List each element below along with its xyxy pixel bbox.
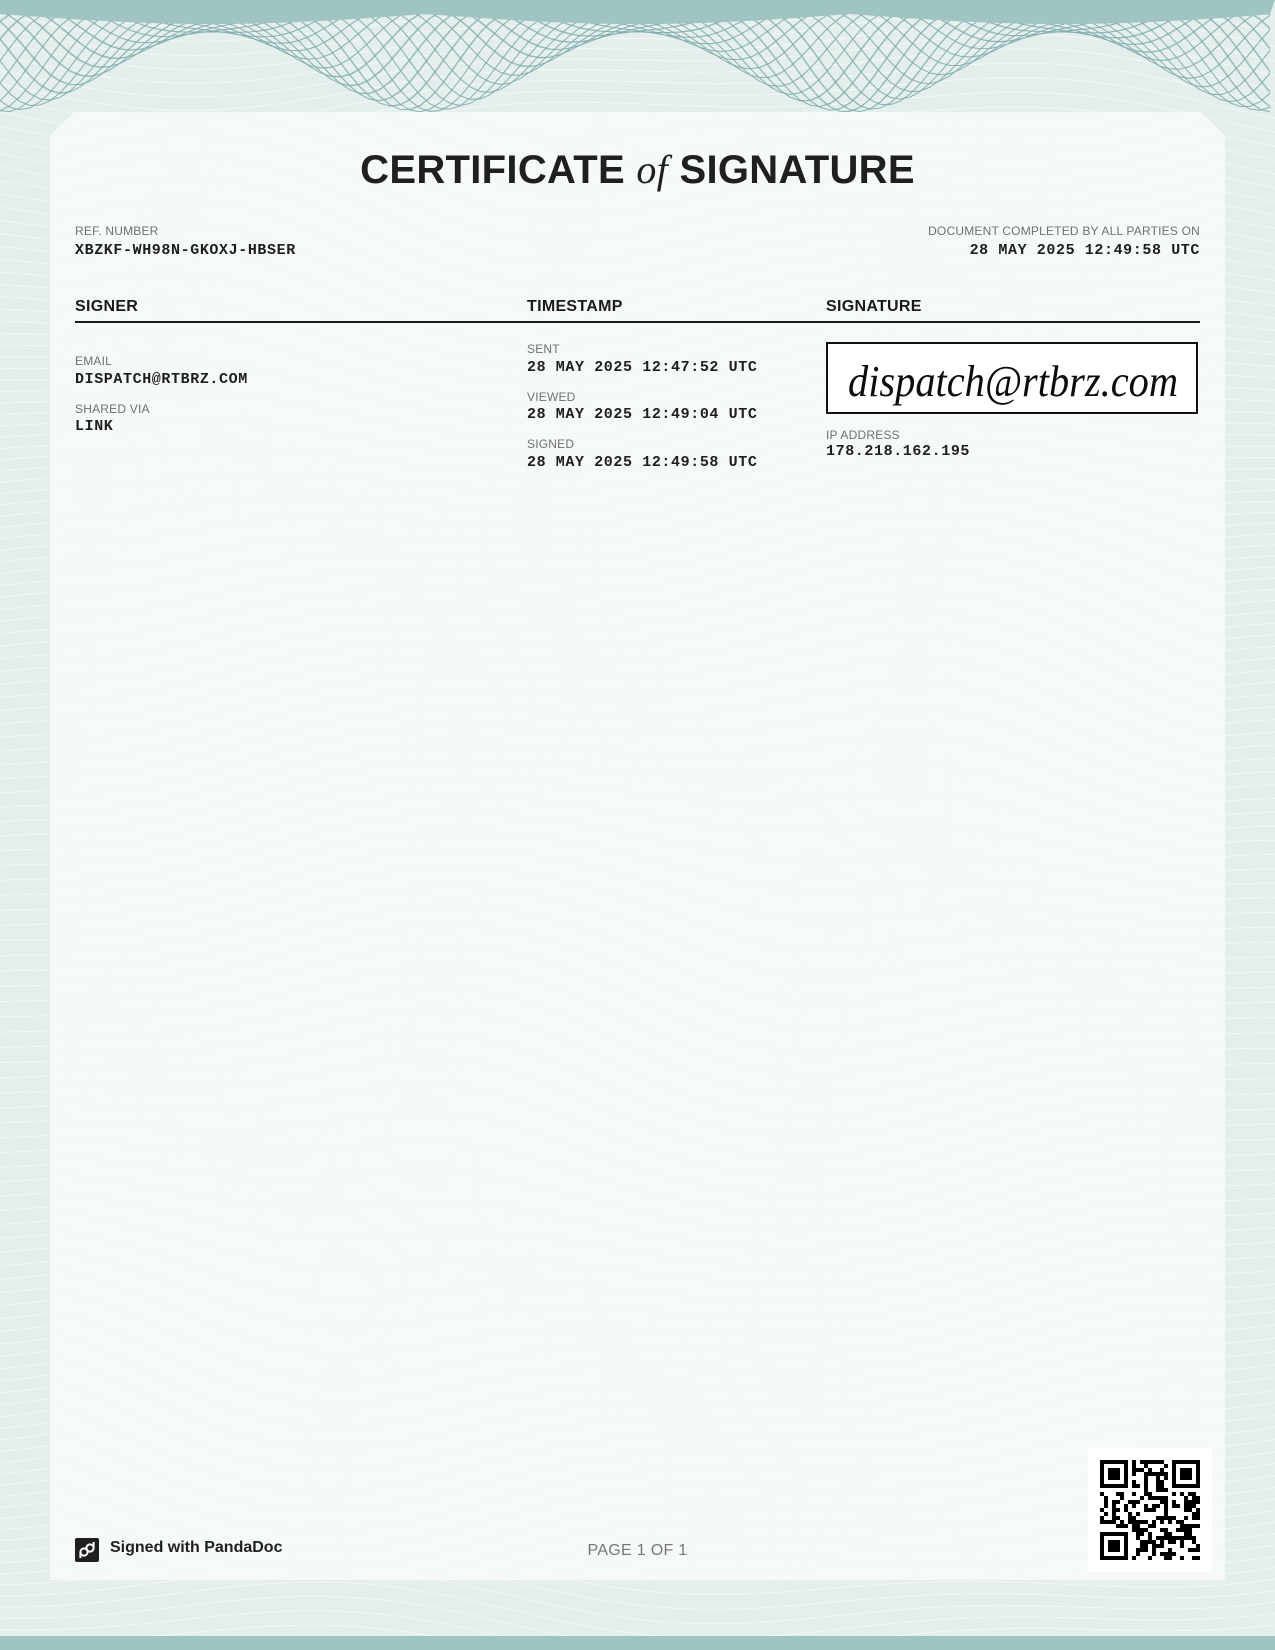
page-number: PAGE 1 OF 1 [587, 1542, 688, 1559]
viewed-label: VIEWED [527, 390, 576, 404]
certificate-panel [50, 112, 1225, 1580]
ref-number-label: REF. NUMBER [75, 224, 159, 238]
timestamp-column-header: TIMESTAMP [527, 298, 623, 315]
title-word-certificate: CERTIFICATE [360, 148, 625, 192]
email-value: DISPATCH@RTBRZ.COM [75, 371, 248, 388]
email-label: EMAIL [75, 354, 113, 368]
completed-label: DOCUMENT COMPLETED BY ALL PARTIES ON [928, 224, 1200, 238]
sent-value: 28 MAY 2025 12:47:52 UTC [527, 359, 758, 376]
ip-address-label: IP ADDRESS [826, 428, 900, 442]
signer-column-header: SIGNER [75, 298, 139, 315]
signature-box [826, 342, 1198, 414]
signed-value: 28 MAY 2025 12:49:58 UTC [527, 454, 758, 471]
title-word-of: of [636, 147, 669, 192]
viewed-value: 28 MAY 2025 12:49:04 UTC [527, 406, 758, 423]
signed-label: SIGNED [527, 437, 575, 451]
signature-column-header: SIGNATURE [826, 298, 922, 315]
qr-code-icon [1088, 1448, 1212, 1572]
signed-with-pandadoc: Signed with PandaDoc [110, 1539, 283, 1556]
shared-via-value: LINK [75, 418, 114, 435]
sent-label: SENT [527, 342, 560, 356]
certificate-title [0, 146, 1275, 193]
completed-value: 28 MAY 2025 12:49:58 UTC [969, 242, 1200, 259]
ref-number-value: XBZKF-WH98N-GKOXJ-HBSER [75, 242, 296, 259]
header-divider [75, 321, 1200, 323]
shared-via-label: SHARED VIA [75, 402, 150, 416]
ip-address-value: 178.218.162.195 [826, 443, 971, 460]
svg-text:dispatch@rtbrz.com: dispatch@rtbrz.com [848, 357, 1178, 406]
handwritten-signature [828, 344, 1196, 412]
title-word-signature: SIGNATURE [679, 148, 915, 192]
